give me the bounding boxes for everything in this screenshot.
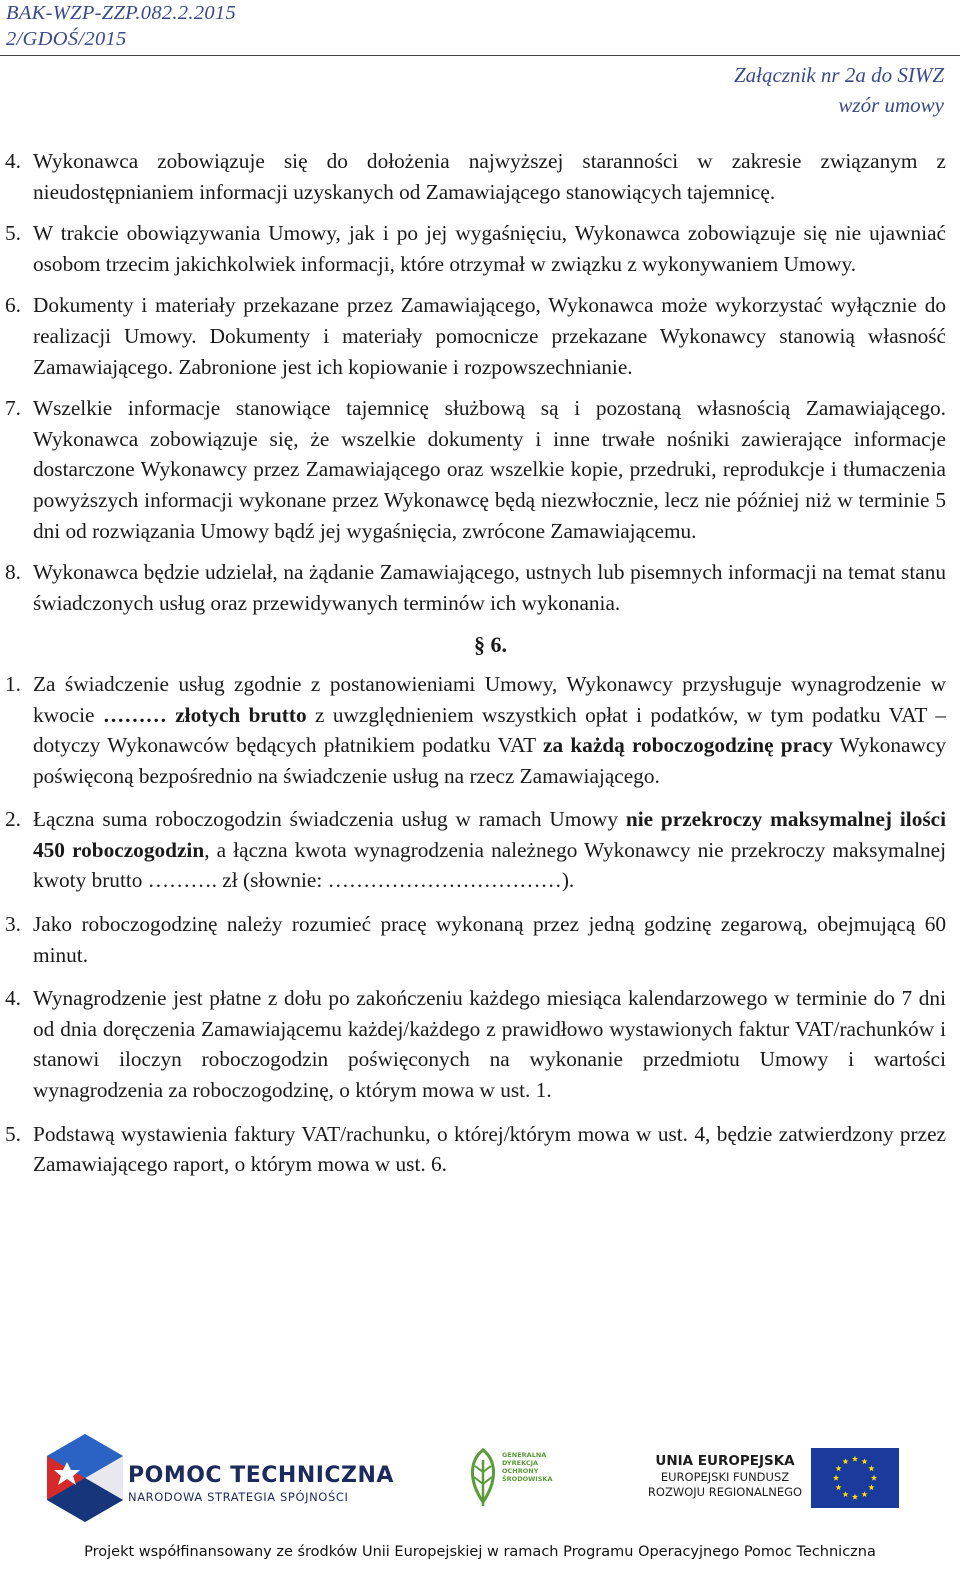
text-run: Łączna suma roboczogodzin świadczenia usług w ramach Umowy [33, 807, 626, 832]
paragraph-text: W trakcie obowiązywania Umowy, jak i po jej wygaśnięciu, Wykonawca zobowiązuje się nie ujawniać osobom trzecim jakichkolwiek informacji, które otrzymał w związku z wykonywaniem Umowy. [33, 221, 946, 276]
pomoc-techniczna-subtitle: NARODOWA STRATEGIA SPÓJNOŚCI [128, 1490, 349, 1504]
project-cofinancing-note: Projekt współfinansowany ze środków Unii Europejskiej w ramach Programu Operacyjnego Pomoc Techniczna [84, 1544, 876, 1560]
eu-line-1: UNIA EUROPEJSKA [655, 1453, 795, 1469]
gdos-line-2: DYREKCJA [502, 1459, 539, 1467]
paragraph-text: Dokumenty i materiały przekazane przez Zamawiającego, Wykonawca może wykorzystać wyłącznie do realizacji Umowy. Dokumenty i materiały pomocnicze przekazane Wykonawcy stanowią własność Zamawiającego. Zabronione jest ich kopiowanie i rozpowszechnianie. [33, 293, 946, 379]
paragraph-7 [5, 393, 946, 546]
eu-line-2: EUROPEJSKI FUNDUSZ [660, 1470, 790, 1484]
paragraph-text: Wynagrodzenie jest płatne z dołu po zakończeniu każdego miesiąca kalendarzowego w terminie do 7 dni od dnia doręczenia Zamawiającemu każdej/każdego z prawidłowo wystawionych faktur VAT/rachunków i stanowi iloczyn roboczogodzin poświęconych na wykonanie przedmiotu Umowy i wartości wynagrodzenia za roboczogodzinę, o którym mowa w ust. 1. [33, 986, 946, 1103]
paragraph-number: 1. [5, 671, 21, 696]
paragraph-text: Wykonawca zobowiązuje się do dołożenia najwyższej staranności w zakresie związanym z nieudostępnianiem informacji uzyskanych od Zamawiającego stanowiących tajemnicę. [33, 149, 946, 204]
section6-paragraph-2 [5, 804, 946, 896]
gdos-line-3: OCHRONY [502, 1467, 539, 1475]
header-rule [0, 55, 960, 56]
bold-run: ……… złotych brutto [102, 702, 307, 727]
paragraph-number: 4. [5, 149, 21, 173]
text-run: Wykonawcy poświęconą bezpośrednio na świadczenie usług na rzecz Zamawiającego. [33, 733, 946, 788]
document-body [5, 146, 946, 1180]
reference-line-1: BAK-WZP-ZZP.082.2.2015 [6, 2, 237, 24]
paragraph-number: 5. [5, 221, 21, 246]
text-run: z uwzględnieniem wszystkich opłat i podatków, w tym podatku VAT – dotyczy Wykonawców będących płatnikiem podatku VAT [33, 702, 946, 758]
annex-label [734, 60, 944, 120]
paragraph-number: 2. [5, 807, 21, 832]
annex-line-1: Załącznik nr 2a do SIWZ [734, 63, 944, 87]
paragraph-number: 5. [5, 1121, 21, 1146]
section6-paragraph-4 [5, 983, 946, 1105]
bold-run: nie przekroczy maksymalnej ilości 450 roboczogodzin [33, 807, 946, 862]
section-heading: § 6. [474, 632, 507, 658]
section6-paragraph-1 [5, 669, 946, 791]
paragraph-text [33, 804, 946, 896]
gdos-label [502, 1451, 552, 1483]
pomoc-techniczna-logo-icon [45, 1432, 125, 1524]
paragraph-6 [5, 290, 946, 382]
paragraph-number: 6. [5, 293, 21, 318]
paragraph-number: 8. [5, 560, 21, 585]
eu-line-3: ROZWOJU REGIONALNEGO [647, 1485, 803, 1499]
gdos-line-4: ŚRODOWISKA [502, 1475, 553, 1483]
paragraph-text: Podstawą wystawienia faktury VAT/rachunku, o której/którym mowa w ust. 4, będzie zatwierdzony przez Zamawiającego raport, o którym mowa w ust. 6. [33, 1121, 946, 1177]
paragraph-number: 3. [5, 912, 21, 937]
text-run: Za świadczenie usług zgodnie z postanowieniami Umowy, Wykonawcy przysługuje wynagrodzenie w kwocie [33, 671, 946, 727]
document-reference [6, 0, 236, 52]
paragraph-4 [5, 146, 946, 207]
paragraph-number: 4. [5, 986, 21, 1011]
eu-fund-label [640, 1452, 810, 1500]
gdos-line-1: GENERALNA [502, 1451, 547, 1459]
paragraph-text: Jako roboczogodzinę należy rozumieć pracę wykonaną przez jedną godzinę zegarową, obejmującą 60 minut. [33, 912, 946, 967]
section6-paragraph-3 [5, 909, 946, 970]
paragraph-5 [5, 218, 946, 279]
paragraph-8 [5, 557, 946, 618]
section6-paragraph-5 [5, 1119, 946, 1180]
reference-line-2: 2/GDOŚ/2015 [6, 28, 127, 50]
eu-flag-icon [811, 1448, 899, 1508]
pomoc-techniczna-title: POMOC TECHNICZNA [128, 1463, 394, 1488]
paragraph-number: 7. [5, 396, 21, 421]
text-run: , a łączna kwota wynagrodzenia należnego Wykonawcy nie przekroczy maksymalnej kwoty brutto ………. zł (słownie: ……………………………). [33, 837, 946, 893]
annex-line-2: wzór umowy [838, 93, 944, 117]
gdos-leaf-logo-icon [466, 1446, 500, 1508]
bold-run: za każdą roboczogodzinę pracy [543, 733, 833, 758]
paragraph-text [33, 669, 946, 791]
paragraph-text: Wykonawca będzie udzielał, na żądanie Zamawiającego, ustnych lub pisemnych informacji na temat stanu świadczonych usług oraz przewidywanych terminów ich wykonania. [33, 560, 946, 615]
paragraph-text: Wszelkie informacje stanowiące tajemnicę służbową są i pozostaną własnością Zamawiającego. Wykonawca zobowiązuje się, że wszelkie dokumenty i inne trwałe nośniki zawierające informacje dostarczone Wykonawcy przez Zamawiającego oraz wszelkie kopie, przedruki, reprodukcje i tłumaczenia powyższych informacji wykonane przez Wykonawcę będą niezwłocznie, lecz nie później niż w terminie 5 dni od rozwiązania Umowy bądź jej wygaśnięcia, zwrócone Zamawiającemu. [33, 396, 946, 543]
